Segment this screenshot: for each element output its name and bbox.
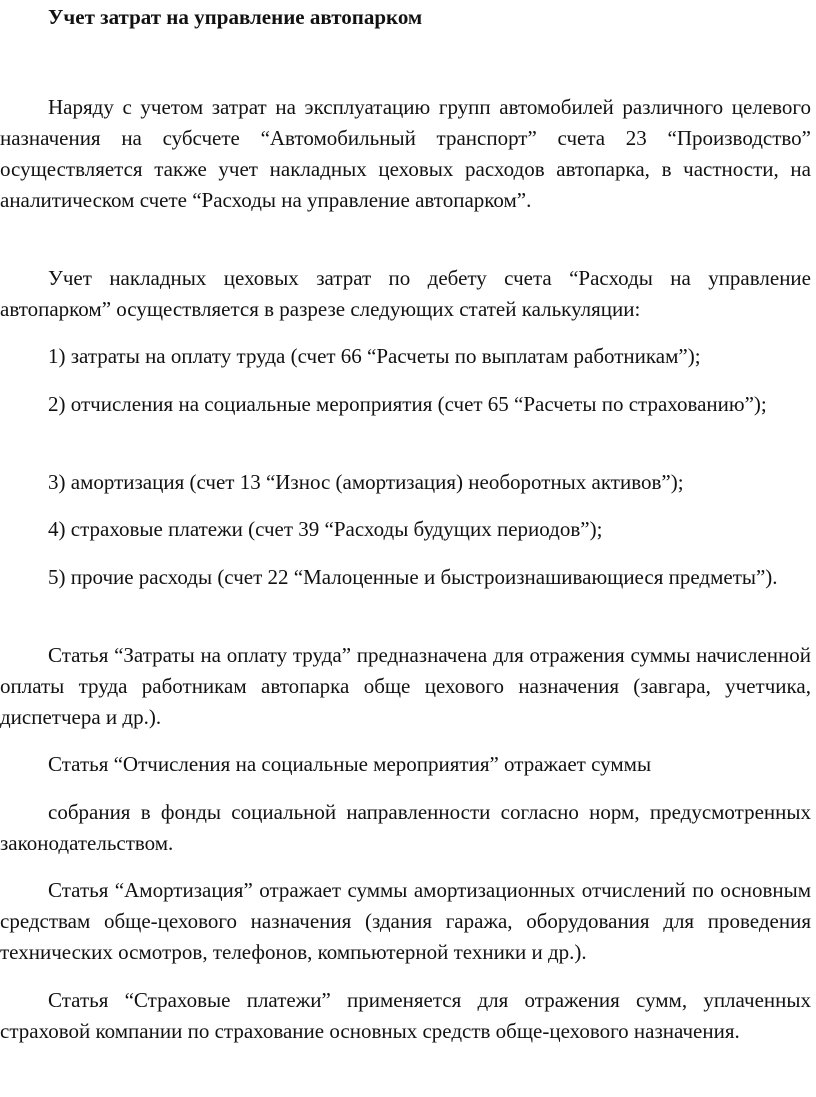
paragraph-articles-intro: Учет накладных цеховых затрат по дебету счета “Расходы на управление автопарком” осуществляется в разрезе следующих статей калькуляции: (0, 266, 811, 321)
list-item-5: 5) прочие расходы (счет 22 “Малоценные и быстроизнашивающиеся предметы”). (48, 565, 778, 589)
paragraph-social-funds: собрания в фонды социальной направленности согласно норм, предусмотренных законодательством. (0, 800, 811, 855)
document-title: Учет затрат на управление автопарком (48, 5, 423, 29)
list-item-1: 1) затраты на оплату труда (счет 66 “Расчеты по выплатам работникам”); (48, 344, 701, 368)
paragraph-insurance: Статья “Страховые платежи” применяется для отражения сумм, уплаченных страховой компании по страхование основных средств обще-цехового назначения. (0, 988, 811, 1043)
paragraph-depreciation: Статья “Амортизация” отражает суммы амортизационных отчислений по основным средствам обще-цехового назначения (здания гаража, оборудования для проведения технических осмотров, телефонов, компьютерной техники и др.). (0, 878, 811, 964)
list-item-4: 4) страховые платежи (счет 39 “Расходы будущих периодов”); (48, 517, 603, 541)
paragraph-social-deductions: Статья “Отчисления на социальные мероприятия” отражает суммы (48, 752, 652, 776)
list-item-2: 2) отчисления на социальные мероприятия (счет 65 “Расчеты по страхованию”); (48, 392, 767, 416)
list-item-3: 3) амортизация (счет 13 “Износ (амортизация) необоротных активов”); (48, 470, 684, 494)
paragraph-labor-costs: Статья “Затраты на оплату труда” предназначена для отражения суммы начисленной оплаты труда работникам автопарка обще цехового назначения (завгара, учетчика, диспетчера и др.). (0, 643, 811, 729)
paragraph-intro: Наряду с учетом затрат на эксплуатацию групп автомобилей различного целевого назначения на субсчете “Автомобильный транспорт” счета 23 “Производство” осуществляется также учет накладных цеховых расходов автопарка, в частности, на аналитическом счете “Расходы на управление автопарком”. (0, 95, 811, 212)
